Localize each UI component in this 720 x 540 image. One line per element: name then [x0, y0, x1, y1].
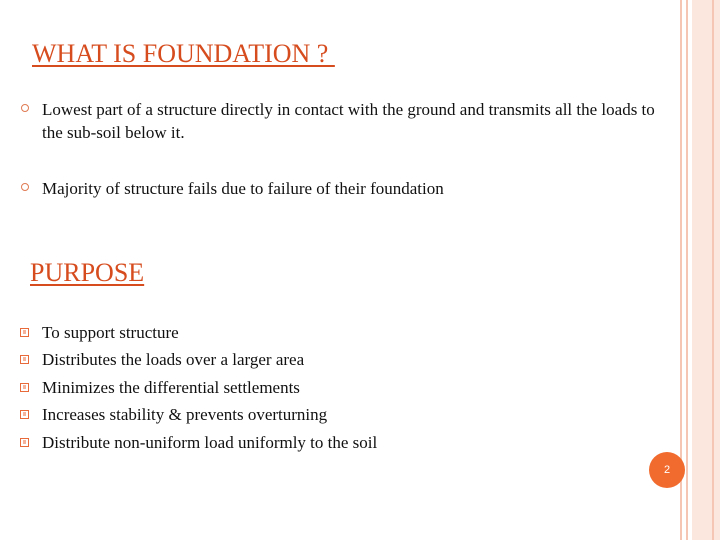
square-bullet-icon: [20, 410, 29, 419]
decorative-stripe: [712, 0, 714, 540]
purpose-text: Minimizes the differential settlements: [42, 378, 300, 397]
square-bullet-icon: [20, 328, 29, 337]
square-bullet-icon: [20, 355, 29, 364]
purpose-text: Distribute non-uniform load uniformly to the soil: [42, 433, 378, 452]
purpose-heading: PURPOSE: [30, 258, 145, 287]
square-bullet-icon: [20, 438, 29, 447]
page-number-badge: 2: [649, 452, 685, 488]
definition-text: Lowest part of a structure directly in contact with the ground and transmits all the loads to the sub-soil below it.: [42, 100, 655, 142]
circle-bullet-icon: [21, 104, 29, 112]
definition-text: Majority of structure fails due to failure of their foundation: [42, 179, 444, 198]
purpose-text: Increases stability & prevents overturning: [42, 405, 328, 424]
purpose-text: Distributes the loads over a larger area: [42, 350, 305, 369]
circle-bullet-icon: [21, 183, 29, 191]
square-bullet-icon: [20, 383, 29, 392]
decorative-band: [692, 0, 720, 540]
decorative-stripe: [686, 0, 688, 540]
purpose-text: To support structure: [42, 323, 179, 342]
slide-title: WHAT IS FOUNDATION ?: [32, 39, 335, 68]
